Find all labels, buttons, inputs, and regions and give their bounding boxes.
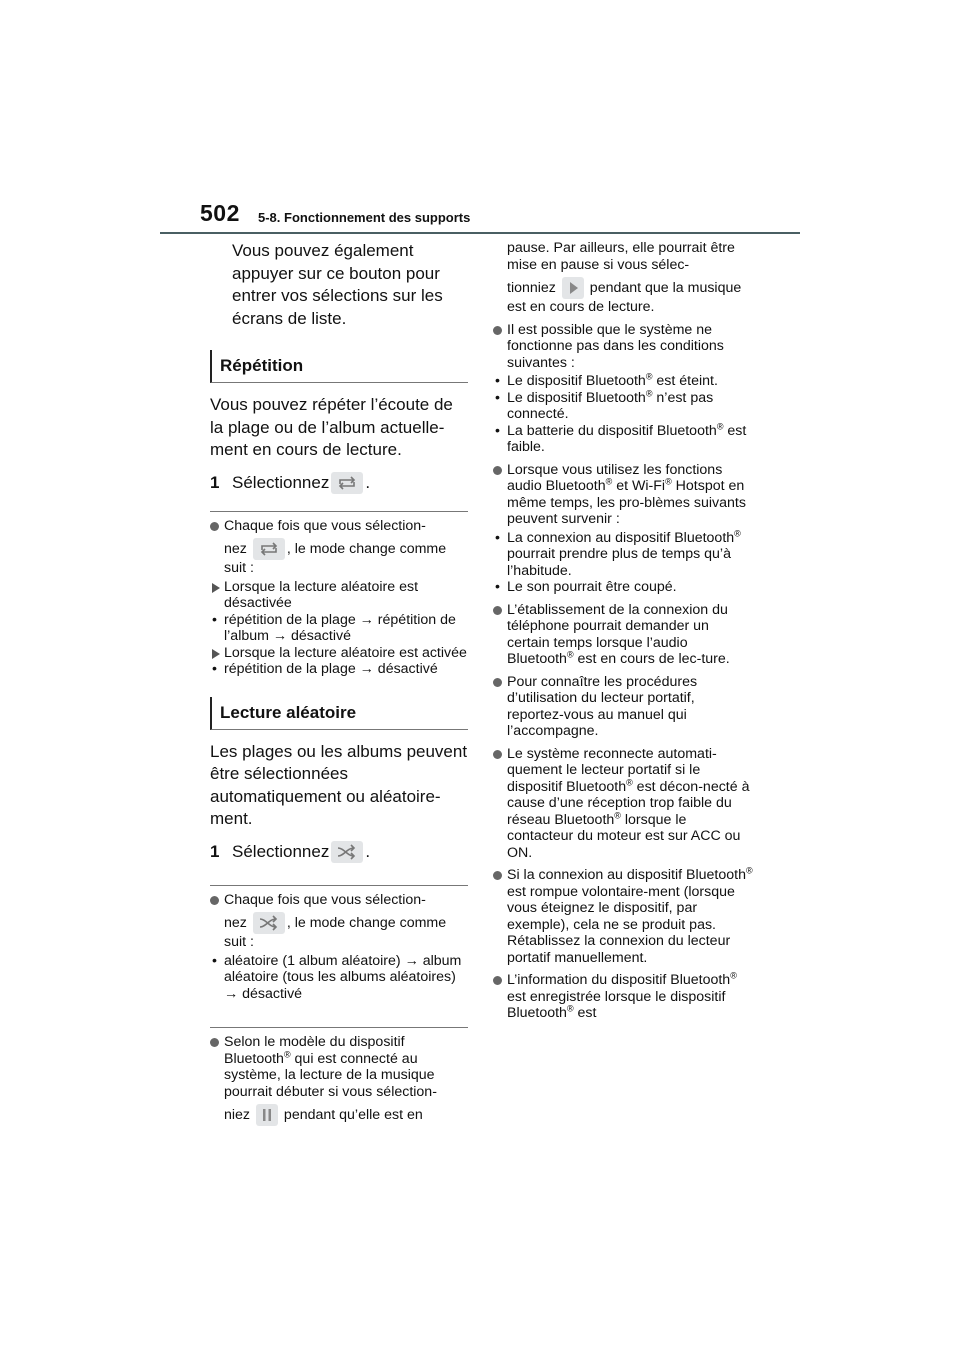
step-number: 1 (210, 472, 220, 492)
conditions-note: Il est possible que le système ne fonctionne pas dans les conditions suivantes : (493, 322, 753, 372)
intro-paragraph: Vous pouvez également appuyer sur ce bouton pour entrer vos sélections sur les écrans de liste. (232, 241, 443, 328)
repeat-heading: Répétition (210, 350, 468, 383)
bullet-icon (493, 466, 502, 475)
repeat-icon (257, 541, 281, 557)
bullet-icon (210, 896, 219, 905)
list-item: • Le dispositif Bluetooth® n’est pas connecté. (495, 387, 714, 422)
random-note: Chaque fois que vous sélection- nez , le mode change comme suit : (210, 892, 468, 951)
left-column (210, 240, 468, 1126)
repeat-button[interactable] (253, 538, 285, 560)
list-item: • La batterie du dispositif Bluetooth® est faible. (495, 420, 747, 455)
bullet-icon (493, 326, 502, 335)
pause-button[interactable] (256, 1104, 278, 1126)
bullet-icon (493, 976, 502, 985)
list-item: • Le dispositif Bluetooth® est éteint. (495, 371, 718, 389)
pause-icon (260, 1107, 274, 1123)
pause-note-continued: pause. Par ailleurs, elle pourrait être mise en pause si vous sélec- tionniez pendant que la musique est en cours de lecture. (507, 240, 742, 315)
bullet-icon (493, 606, 502, 615)
page-number: 502 (200, 200, 240, 226)
repeat-icon (335, 475, 359, 491)
list-item: • Le son pourrait être coupé. (495, 579, 677, 595)
repeat-step (210, 472, 468, 494)
repeat-button[interactable] (331, 472, 363, 494)
list-item: • répétition de la plage → répétition de l’album → désactivé (212, 611, 456, 644)
shuffle-icon (335, 844, 359, 860)
bullet-icon (210, 522, 219, 531)
play-icon (566, 280, 580, 296)
step-text: Sélectionnez (232, 472, 330, 492)
pause-note: Selon le modèle du dispositif Bluetooth® qui est connecté au système, la lecture de la musique pourrait débuter si vous sélection- niez pendant qu’elle est en (210, 1034, 468, 1126)
bullet-icon (493, 750, 502, 759)
wifi-note: Lorsque vous utilisez les fonctions audio Bluetooth® et Wi-Fi® Hotspot en même temps, les pro-blèmes suivants peuvent survenir : (493, 462, 753, 528)
info-note: L’information du dispositif Bluetooth® est enregistrée lorsque le dispositif Bluetooth® est (493, 972, 753, 1022)
shuffle-button[interactable] (331, 841, 363, 863)
step-number: 1 (210, 841, 220, 861)
shuffle-icon (257, 915, 281, 931)
manual-note: Pour connaître les procédures d’utilisation du lecteur portatif, reportez-vous au manuel qui l’accompagne. (493, 674, 753, 740)
right-column (493, 240, 753, 1022)
reconnect-note: Le système reconnecte automati-quement le lecteur portatif si le dispositif Bluetooth® est décon-necté à cause d’une réception trop faible du réseau Bluetooth® lorsque le contacteur du moteur est sur ACC ou ON. (493, 746, 753, 862)
list-item: • La connexion au dispositif Bluetooth® pourrait prendre plus de temps qu’à l’habitude. (495, 527, 741, 579)
list-item: • aléatoire (1 album aléatoire) → album aléatoire (tous les albums aléatoires) → désactivé (212, 952, 462, 1002)
list-item: Lorsque la lecture aléatoire est désactivée (210, 579, 468, 612)
random-step (210, 841, 468, 863)
step-text: Sélectionnez (232, 841, 330, 861)
divider (210, 1027, 468, 1028)
bullet-icon (210, 1038, 219, 1047)
phone-note: L’établissement de la connexion du téléphone pourrait demander un certain temps lorsque l’audio Bluetooth® est en cours de lec-ture. (493, 602, 753, 668)
repeat-description: Vous pouvez répéter l’écoute de la plage ou de l’album actuelle-ment en cours de lecture. (210, 395, 453, 459)
repeat-note: Chaque fois que vous sélection- nez , le mode change comme suit : (210, 518, 468, 577)
section-title: 5-8. Fonctionnement des supports (258, 210, 471, 225)
arrow-right-icon (212, 649, 220, 659)
play-button[interactable] (562, 277, 584, 299)
period: . (365, 472, 371, 492)
random-heading: Lecture aléatoire (210, 697, 468, 730)
random-description: Les plages ou les albums peuvent être sélectionnées automatiquement ou aléatoire-ment. (210, 741, 468, 828)
bullet-icon (493, 678, 502, 687)
disconnect-note: Si la connexion au dispositif Bluetooth® est rompue volontaire-ment (lorsque vous éteignez le dispositif, par exemple), cela ne se produit pas. Rétablissez la connexion du lecteur portatif manuellement. (493, 867, 753, 966)
bullet-icon (493, 871, 502, 880)
divider (210, 511, 468, 512)
period: . (365, 841, 371, 861)
arrow-right-icon (212, 583, 220, 593)
shuffle-button[interactable] (253, 912, 285, 934)
list-item: • répétition de la plage → désactivé (212, 661, 438, 677)
list-item: Lorsque la lecture aléatoire est activée (210, 645, 468, 662)
header-divider (160, 232, 800, 234)
divider (210, 885, 468, 886)
